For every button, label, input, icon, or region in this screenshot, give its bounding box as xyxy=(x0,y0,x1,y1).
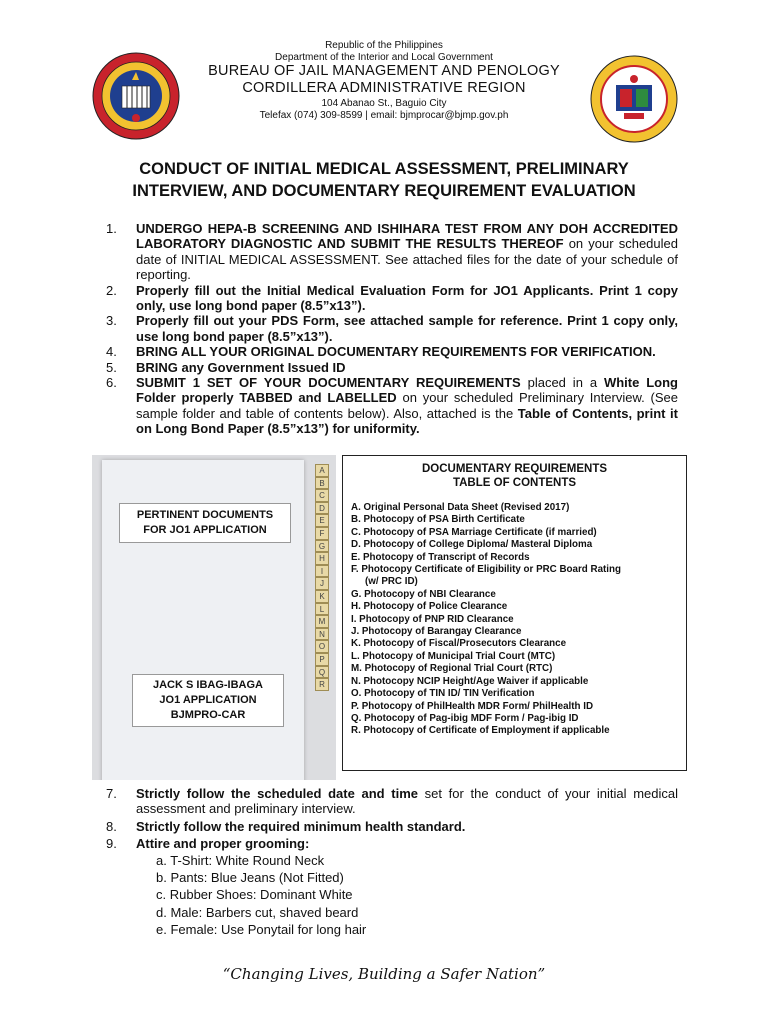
header-contact: Telefax (074) 309-8599 | email: bjmprocar@bjmp.gov.ph xyxy=(259,109,509,121)
grooming-list xyxy=(106,852,678,939)
toc-entry: Q. Photocopy of Pag-ibig MDF Form / Pag-ibig ID xyxy=(351,712,579,724)
toc-entry: G. Photocopy of NBI Clearance xyxy=(351,588,496,600)
list-item: 8. Strictly follow the required minimum health standard. xyxy=(106,818,466,834)
list-item: 7. Strictly follow the scheduled date and time set for the conduct of your initial medical assessment and preliminary interview. xyxy=(106,786,679,817)
list-item: 9. Attire and proper grooming: xyxy=(106,836,310,852)
folder-tab: C xyxy=(315,489,329,502)
toc-entry: H. Photocopy of Police Clearance xyxy=(351,601,508,613)
folder-tab: J xyxy=(315,577,329,590)
toc-entry: D. Photocopy of College Diploma/ Masteral Diploma xyxy=(351,539,593,551)
folder-tab: M xyxy=(315,615,329,628)
header-department: Department of the Interior and Local Government xyxy=(275,51,493,63)
folder-label-bottom: JACK S IBAG-IBAGA JO1 APPLICATION BJMPRO-CAR xyxy=(132,674,284,727)
toc-entry: O. Photocopy of TIN ID/ TIN Verification xyxy=(351,688,535,700)
toc-entry: A. Original Personal Data Sheet (Revised 2017) xyxy=(351,502,570,513)
toc-entry: (w/ PRC ID) xyxy=(365,576,418,588)
title-line-1: CONDUCT OF INITIAL MEDICAL ASSESSMENT, PRELIMINARY xyxy=(139,160,629,178)
toc-list xyxy=(343,502,686,738)
folder-tab: R xyxy=(315,678,329,691)
folder-tab: E xyxy=(315,514,329,527)
toc-heading-1: DOCUMENTARY REQUIREMENTS xyxy=(421,463,608,475)
toc-entry: R. Photocopy of Certificate of Employment if applicable xyxy=(351,725,610,737)
folder-tab: I xyxy=(315,565,329,578)
letterhead xyxy=(150,40,618,121)
folder-tab: A xyxy=(315,464,329,477)
grooming-item: a. T-Shirt: White Round Neck xyxy=(156,852,325,868)
list-item: 3. Properly fill out your PDS Form, see attached sample for reference. Print 1 copy only, use long bond paper (8.5”x13”). xyxy=(106,313,678,344)
header-address: 104 Abanao St., Baguio City xyxy=(321,98,447,110)
requirements-list-bottom xyxy=(106,786,678,939)
toc-entry: B. Photocopy of PSA Birth Certificate xyxy=(351,514,525,526)
folder-tab: N xyxy=(315,628,329,641)
header-republic: Republic of the Philippines xyxy=(325,40,443,51)
folder-tab: P xyxy=(315,653,329,666)
folder-tabs xyxy=(315,464,330,691)
header-region: CORDILLERA ADMINISTRATIVE REGION xyxy=(242,79,526,96)
list-item: 4. BRING ALL YOUR ORIGINAL DOCUMENTARY REQUIREMENTS FOR VERIFICATION. xyxy=(106,344,656,360)
toc-entry: P. Photocopy of PhilHealth MDR Form/ PhilHealth ID xyxy=(351,700,594,712)
folder-tab: G xyxy=(315,540,329,553)
grooming-item: c. Rubber Shoes: Dominant White xyxy=(156,887,353,903)
list-item: 1. UNDERGO HEPA-B SCREENING AND ISHIHARA TEST FROM ANY DOH ACCREDITED LABORATORY DIAGNOSTIC AND SUBMIT THE RESULTS THEREOF on your scheduled date of INITIAL MEDICAL ASSESSMENT. See attached files for the date of your schedule of reporting. xyxy=(106,221,678,283)
toc-entry: K. Photocopy of Fiscal/Prosecutors Clearance xyxy=(351,638,567,650)
grooming-item: e. Female: Use Ponytail for long hair xyxy=(156,922,367,938)
folder-tab: Q xyxy=(315,666,329,679)
folder-tab: B xyxy=(315,477,329,490)
toc-entry: M. Photocopy of Regional Trial Court (RTC) xyxy=(351,663,553,675)
grooming-item: d. Male: Barbers cut, shaved beard xyxy=(156,904,359,920)
toc-entry: J. Photocopy of Barangay Clearance xyxy=(351,626,522,638)
folder-tab: K xyxy=(315,590,329,603)
list-item: 2. Properly fill out the Initial Medical Evaluation Form for JO1 Applicants. Print 1 copy only, use long bond paper (8.5”x13”). xyxy=(106,282,678,314)
toc-entry: N. Photocopy NCIP Height/Age Waiver if applicable xyxy=(351,675,589,687)
toc-heading-2: TABLE OF CONTENTS xyxy=(452,477,577,489)
table-of-contents-box xyxy=(342,455,687,771)
folder-tab: H xyxy=(315,552,329,565)
toc-entry: F. Photocopy Certificate of Eligibility or PRC Board Rating xyxy=(351,564,621,576)
list-item: 6. SUBMIT 1 SET OF YOUR DOCUMENTARY REQUIREMENTS placed in a White Long Folder properly TABBED and LABELLED on your scheduled Preliminary Interview. (See sample folder and table of contents below). Also, attached is the Table of Contents, print it on Long Bond Paper (8.5”x13”) for uniformity. xyxy=(106,375,679,437)
folder-label-top: PERTINENT DOCUMENTS FOR JO1 APPLICATION xyxy=(119,503,291,543)
sample-folder-image xyxy=(92,455,336,780)
toc-entry: E. Photocopy of Transcript of Records xyxy=(351,551,530,563)
page-title xyxy=(60,158,708,202)
toc-entry: C. Photocopy of PSA Marriage Certificate (if married) xyxy=(351,526,597,538)
footer-motto: “Changing Lives, Building a Safer Nation” xyxy=(222,965,546,983)
header-bureau: BUREAU OF JAIL MANAGEMENT AND PENOLOGY xyxy=(208,63,560,79)
folder-tab: F xyxy=(315,527,329,540)
requirements-list-top xyxy=(106,221,678,437)
folder-tab: L xyxy=(315,603,329,616)
folder-tab: D xyxy=(315,502,329,515)
grooming-item: b. Pants: Blue Jeans (Not Fitted) xyxy=(156,870,344,886)
list-item: 5. BRING any Government Issued ID xyxy=(106,359,346,375)
toc-entry: I. Photocopy of PNP RID Clearance xyxy=(351,613,514,625)
folder-tab: O xyxy=(315,640,329,653)
toc-entry: L. Photocopy of Municipal Trial Court (MTC) xyxy=(351,650,556,662)
title-line-2: INTERVIEW, AND DOCUMENTARY REQUIREMENT EVALUATION xyxy=(132,182,636,200)
